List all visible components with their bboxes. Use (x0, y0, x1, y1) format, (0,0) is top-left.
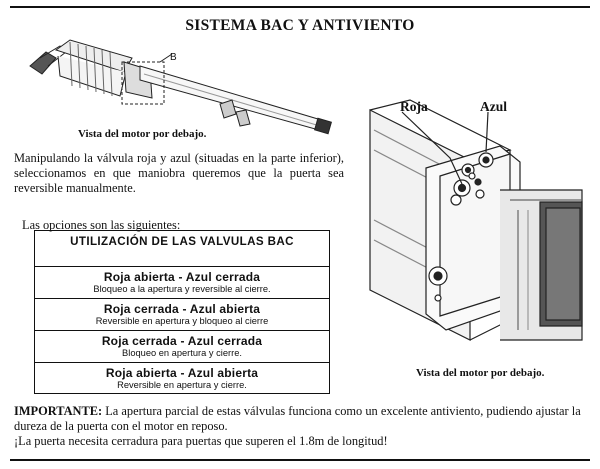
table-header: UTILIZACIÓN DE LAS VALVULAS BAC (35, 231, 329, 267)
label-roja: Roja (400, 99, 428, 114)
label-b: B (170, 52, 177, 63)
important-note (14, 404, 588, 449)
important-label: IMPORTANTE: (14, 404, 103, 418)
valves-table (34, 230, 330, 394)
top-figure-caption: Vista del motor por debajo. (78, 128, 207, 140)
motor-underside-illustration (350, 90, 590, 360)
row-heading: Roja cerrada - Azul cerrada (101, 334, 263, 348)
row-detail: Reversible en apertura y bloqueo al cierre (95, 316, 269, 326)
motor-side-illustration (0, 0, 360, 130)
row-detail: Bloqueo en apertura y cierre. (122, 348, 242, 358)
label-azul: Azul (480, 99, 507, 114)
right-figure-caption: Vista del motor por debajo. (416, 367, 545, 379)
row-detail: Bloqueo a la apertura y reversible al cierre. (93, 284, 271, 294)
page-title: SISTEMA BAC Y ANTIVIENTO (185, 17, 415, 34)
bottom-rule (10, 459, 590, 461)
row-heading: Roja abierta - Azul abierta (105, 366, 259, 380)
table-row (35, 363, 329, 395)
important-warning: ¡La puerta necesita cerradura para puertas que superen el 1.8m de longitud! (14, 434, 388, 448)
options-intro: Las opciones son las siguientes: (22, 218, 181, 232)
table-row (35, 267, 329, 299)
row-heading: Roja abierta - Azul cerrada (103, 270, 261, 284)
table-row (35, 331, 329, 363)
intro-paragraph: Manipulando la válvula roja y azul (situadas en la parte inferior), seleccionamos en que maniobra queremos que la puerta sea reversible manualmente. (14, 151, 344, 195)
row-heading: Roja cerrada - Azul abierta (103, 302, 261, 316)
important-text: La apertura parcial de estas válvulas funciona como un excelente antiviento, pudiendo ajustar la dureza de la puerta con el motor en reposo. (14, 404, 581, 433)
table-row (35, 299, 329, 331)
row-detail: Reversible en apertura y cierre. (117, 380, 247, 390)
